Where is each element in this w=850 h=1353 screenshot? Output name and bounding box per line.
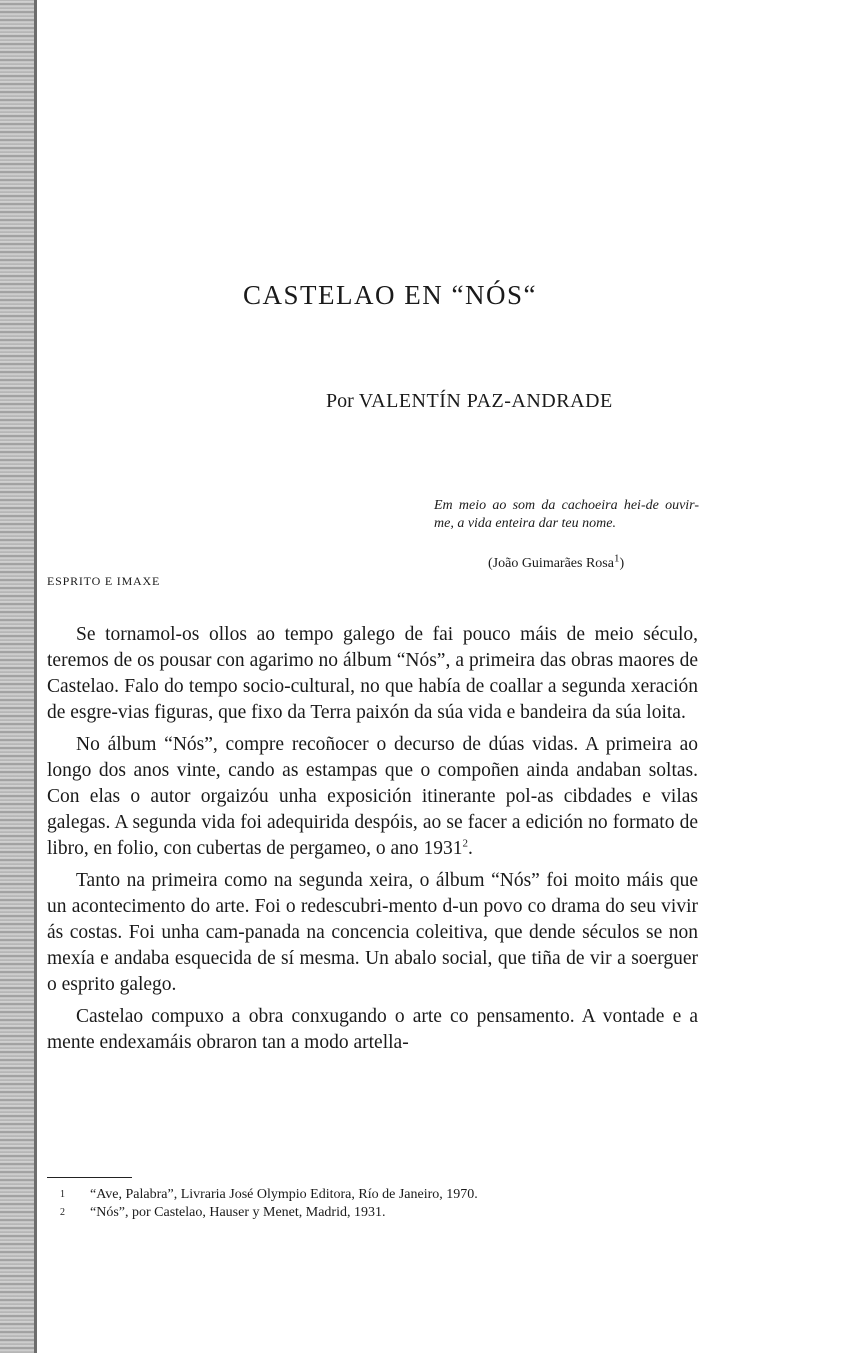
- epigraph-source: [488, 552, 625, 572]
- footnote-text: “Nós”, por Castelao, Hauser y Menet, Madrid, 1931.: [90, 1205, 386, 1220]
- footnote-divider: [47, 1177, 132, 1178]
- footnote: [60, 1204, 680, 1222]
- footnote-mark: 2: [60, 1207, 65, 1218]
- author-name: VALENTÍN PAZ-ANDRADE: [358, 390, 613, 412]
- section-heading: ESPRITO E IMAXE: [47, 574, 161, 588]
- byline-prefix: Por: [326, 390, 354, 412]
- byline: [326, 390, 613, 413]
- body-paragraph: Tanto na primeira como na segunda xeira, o álbum “Nós” foi moito máis que un acontecimento do arte. Foi o redescubri-mento d-un povo co drama do seu vivir ás costas. Foi unha cam-panada na concencia coleitiva, que dende séculos se non mexía e andaba esquecida de sí mesma. Un abalo social, que tiña de vir a soerguer o esprito galego.: [47, 870, 698, 995]
- paragraph-tail: .: [468, 838, 473, 859]
- footnote-text: “Ave, Palabra”, Livraria José Olympio Editora, Río de Janeiro, 1970.: [90, 1187, 478, 1202]
- article-body: [47, 622, 698, 1062]
- epigraph-source-close: ): [619, 556, 625, 571]
- body-paragraph: [47, 732, 698, 862]
- scanned-page-edge: [0, 0, 34, 1353]
- footnotes: [60, 1186, 680, 1222]
- footnote-mark: 1: [60, 1189, 65, 1200]
- article-title: CASTELAO EN “NÓS“: [243, 280, 537, 310]
- epigraph-source-name: (João Guimarães Rosa: [488, 556, 614, 571]
- footnote-ref-2[interactable]: 2: [462, 837, 469, 850]
- page-gutter-line: [34, 0, 37, 1353]
- body-paragraph: Castelao compuxo a obra conxugando o arte co pensamento. A vontade e a mente endexamáis obraron tan a modo artella-: [47, 1006, 698, 1053]
- paragraph-text: No álbum “Nós”, compre recoñocer o decurso de dúas vidas. A primeira ao longo dos anos vinte, cando as estampas que o compoñen ainda andaban soltas. Con elas o autor orgaizóu unha exposición itinerante pol-as cibdades e vilas galegas. A segunda vida foi adequirida despóis, ao se facer a edición no formato de libro, en folio, con cubertas de pergameo, o ano 1931: [47, 734, 698, 859]
- epigraph-quote: Em meio ao som da cachoeira hei-de ouvir-me, a vida enteira dar teu nome.: [434, 498, 699, 531]
- body-paragraph: Se tornamol-os ollos ao tempo galego de fai pouco máis de meio século, teremos de os pousar con agarimo no álbum “Nós”, a primeira das obras maores de Castelao. Falo do tempo socio-cultural, no que había de coallar a segunda xeración de esgre-vias figuras, que fixo da Terra paixón da súa vida e bandeira da súa loita.: [47, 624, 698, 723]
- footnote: [60, 1186, 680, 1204]
- footnote-ref-1[interactable]: 1: [613, 552, 620, 565]
